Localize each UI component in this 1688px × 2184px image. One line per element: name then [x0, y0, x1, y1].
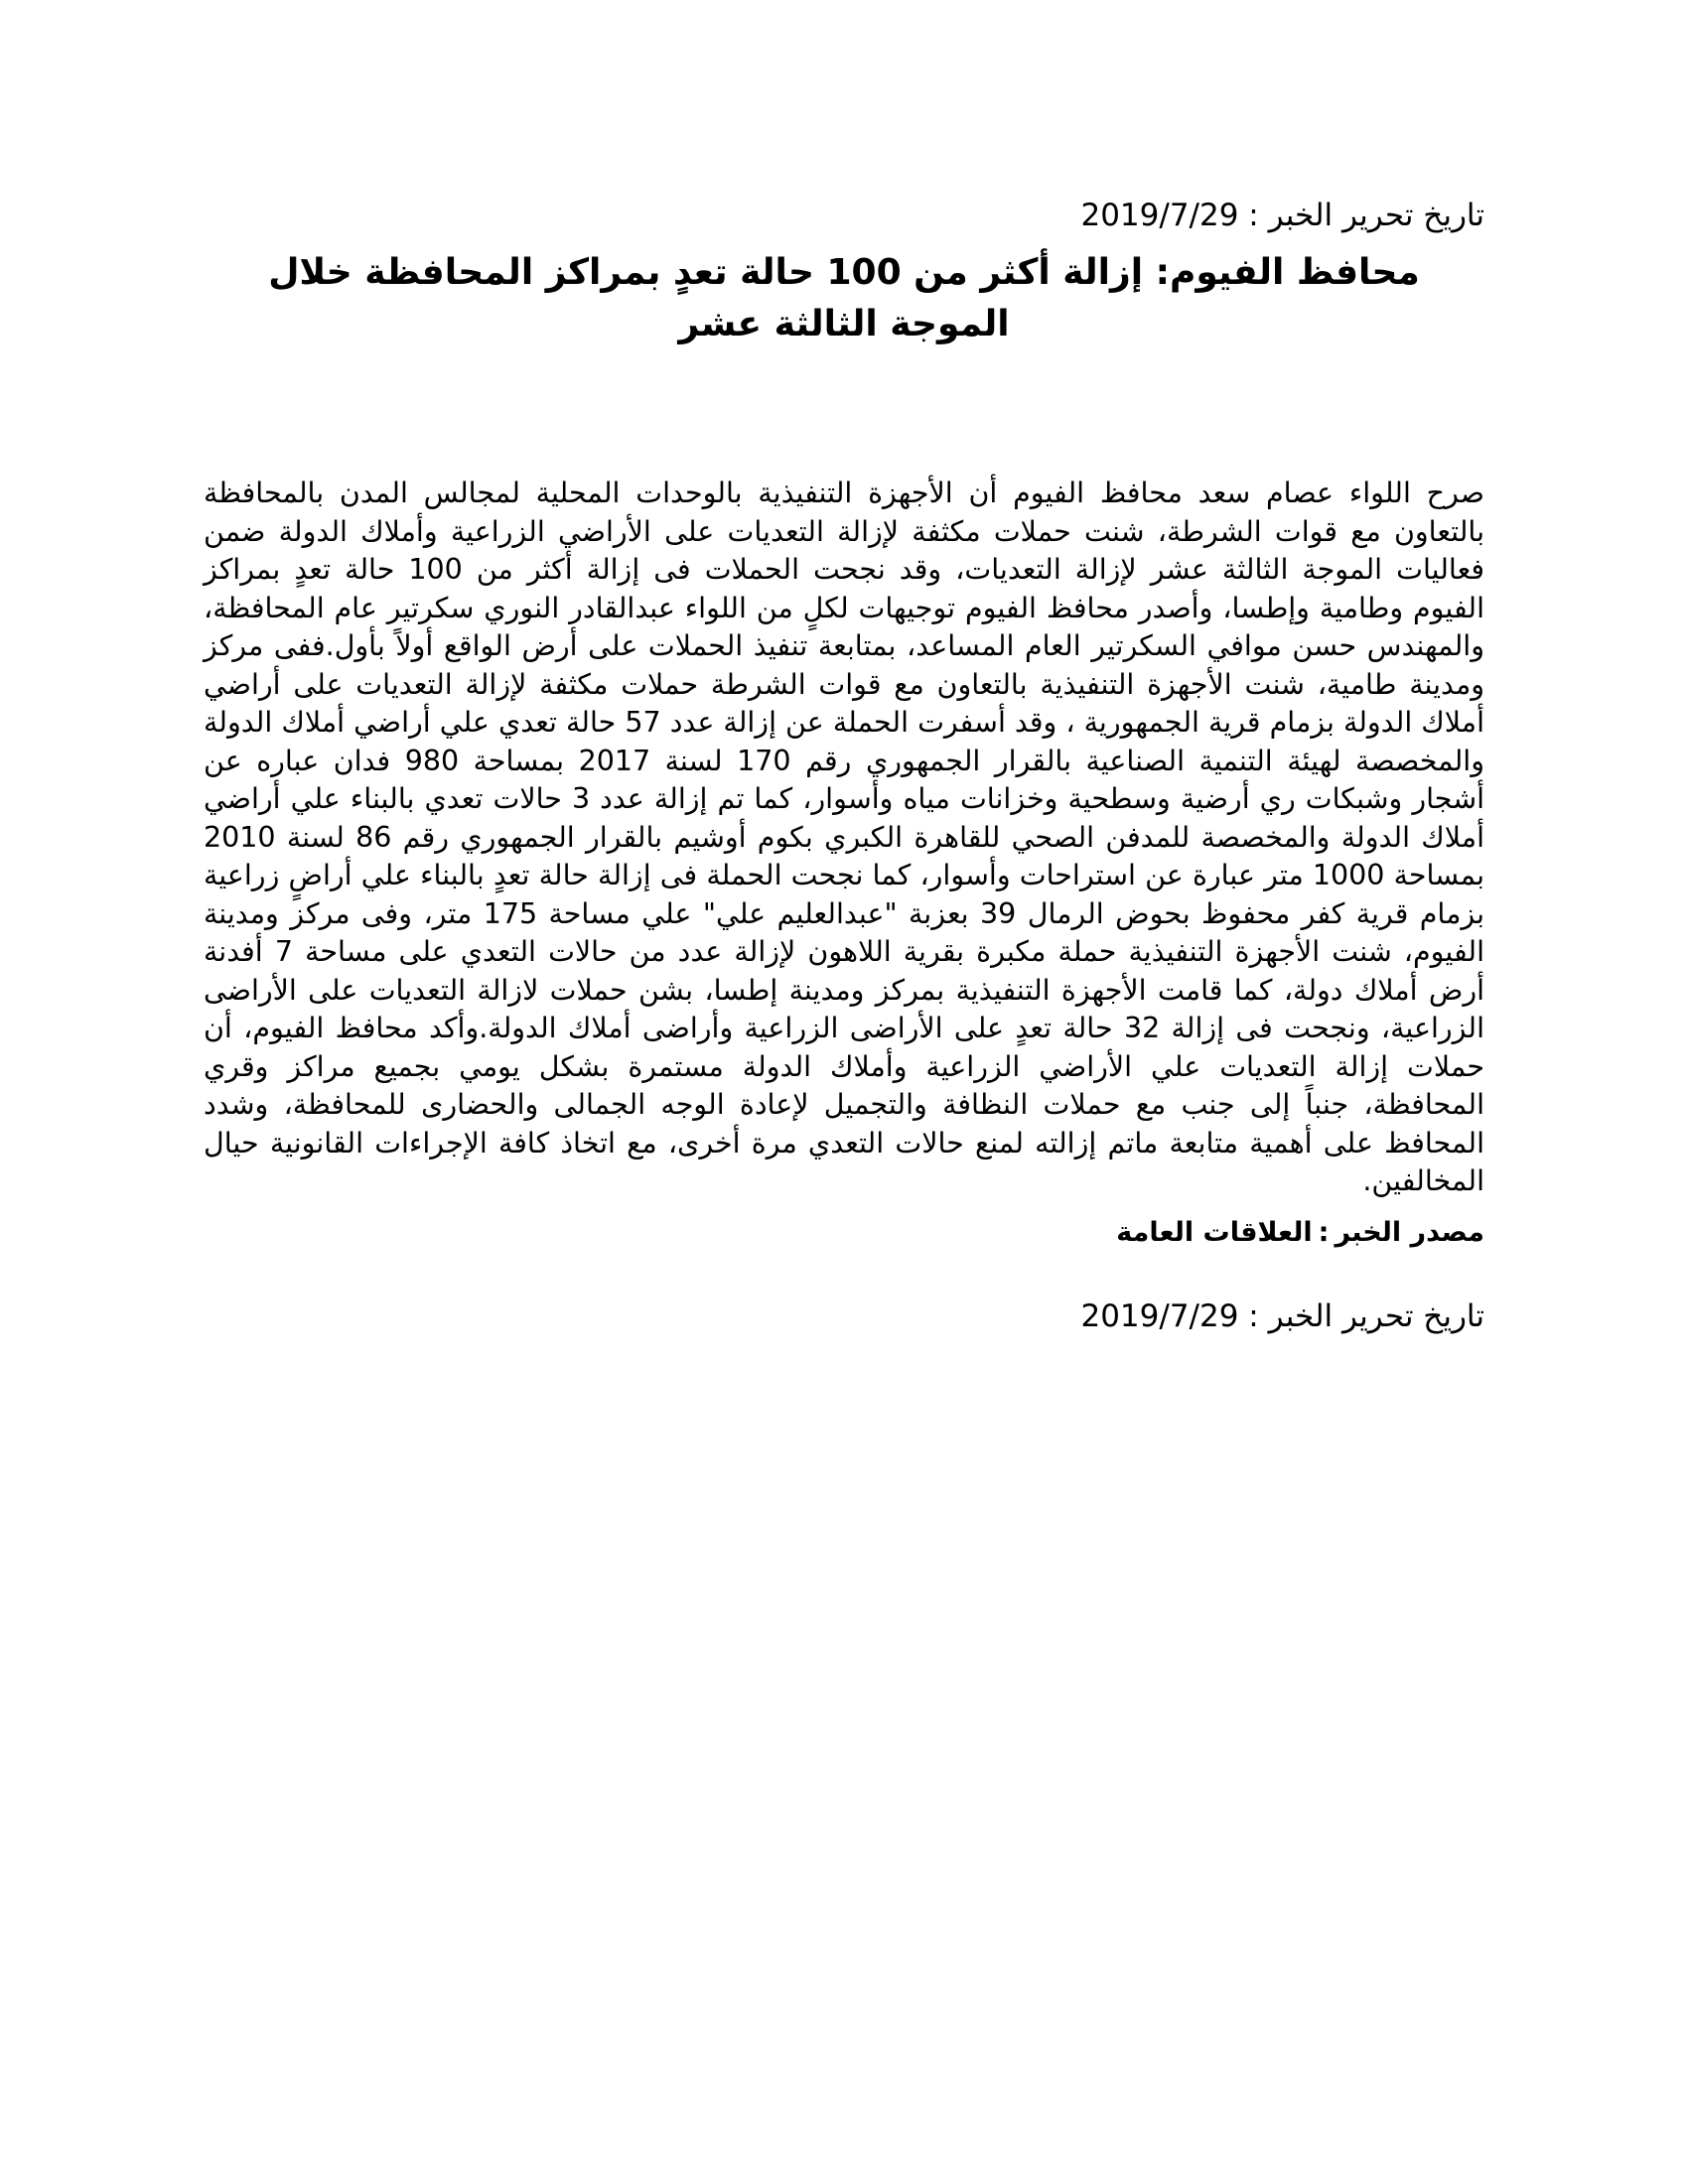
- news-source-separator: :: [1318, 1216, 1330, 1248]
- article-headline: محافظ الفيوم: إزالة أكثر من 100 حالة تعدٍ بمراكز المحافظة خلال الموجة الثالثة عشر: [268, 252, 1420, 344]
- news-source-value: العلاقات العامة: [1116, 1216, 1313, 1248]
- edit-date-label: تاريخ تحرير الخبر :: [1248, 198, 1484, 233]
- edit-date-bottom: [204, 1295, 1484, 1338]
- news-source: [204, 1213, 1484, 1253]
- edit-date-label-bottom: تاريخ تحرير الخبر :: [1248, 1297, 1484, 1334]
- edit-date-value-bottom: 2019/7/29: [1080, 1297, 1239, 1334]
- edit-date-top: [204, 194, 1484, 237]
- news-document: [204, 194, 1484, 1338]
- edit-date-value: 2019/7/29: [1080, 198, 1239, 233]
- article-body: صرح اللواء عصام سعد محافظ الفيوم أن الأجهزة التنفيذية بالوحدات المحلية لمجالس المدن بالمحافظة بالتعاون مع قوات الشرطة، شنت حملات مكثفة لإزالة التعديات على الأراضي الزراعية وأملاك الدولة ضمن فعاليات الموجة الثالثة عشر لإزالة التعديات، وقد نجحت الحملات فى إزالة أكثر من 100 حالة تعدٍ بمراكز الفيوم وطامية وإطسا، وأصدر محافظ الفيوم توجيهات لكلٍ من اللواء عبدالقادر النوري سكرتير عام المحافظة، والمهندس حسن موافي السكرتير العام المساعد، بمتابعة تنفيذ الحملات على أرض الواقع أولاً بأول.ففى مركز ومدينة طامية، شنت الأجهزة التنفيذية بالتعاون مع قوات الشرطة حملات مكثفة لإزالة التعديات على أراضي أملاك الدولة بزمام قرية الجمهورية ، وقد أسفرت الحملة عن إزالة عدد 57 حالة تعدي علي أراضي أملاك الدولة والمخصصة لهيئة التنمية الصناعية بالقرار الجمهوري رقم 170 لسنة 2017 بمساحة 980 فدان عباره عن أشجار وشبكات ري أرضية وسطحية وخزانات مياه وأسوار، كما تم إزالة عدد 3 حالات تعدي بالبناء علي أراضي أملاك الدولة والمخصصة للمدفن الصحي للقاهرة الكبري بكوم أوشيم بالقرار الجمهوري رقم 86 لسنة 2010 بمساحة 1000 متر عبارة عن استراحات وأسوار، كما نجحت الحملة فى إزالة حالة تعدٍ بالبناء علي أراضٍ زراعية بزمام قرية كفر محفوظ بحوض الرمال 39 بعزبة "عبدالعليم علي" علي مساحة 175 متر، وفى مركز ومدينة الفيوم، شنت الأجهزة التنفيذية حملة مكبرة بقرية اللاهون لإزالة عدد من حالات التعدي على مساحة 7 أفدنة أرض أملاك دولة، كما قامت الأجهزة التنفيذية بمركز ومدينة إطسا، بشن حملات لازالة التعديات على الأراضى الزراعية، ونجحت فى إزالة 32 حالة تعدٍ على الأراضى الزراعية وأراضى أملاك الدولة.وأكد محافظ الفيوم، أن حملات إزالة التعديات علي الأراضي الزراعية وأملاك الدولة مستمرة بشكل يومي بجميع مراكز وقري المحافظة، جنباً إلى جنب مع حملات النظافة والتجميل لإعادة الوجه الجمالى والحضارى للمحافظة، وشدد المحافظ على أهمية متابعة ماتم إزالته لمنع حالات التعدي مرة أخرى، مع اتخاذ كافة الإجراءات القانونية حيال المخالفين.: [204, 477, 1485, 1197]
- news-source-label: مصدر الخبر: [1335, 1216, 1484, 1248]
